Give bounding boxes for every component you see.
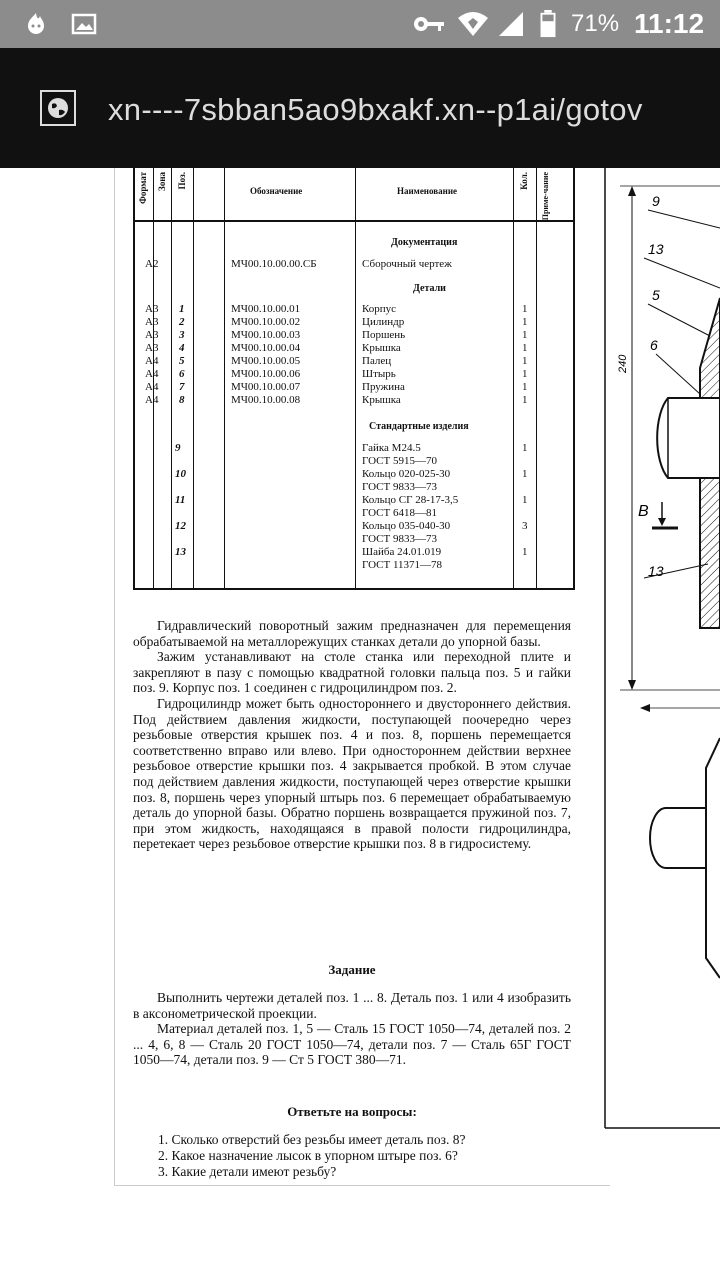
- detail-qty: 1: [522, 342, 528, 354]
- status-bar: [0, 0, 720, 48]
- detail-designation: МЧ00.10.00.01: [231, 303, 301, 315]
- standard-gost: ГОСТ 11371—78: [362, 559, 443, 571]
- detail-pos: 7: [179, 381, 185, 393]
- standard-gost: ГОСТ 5915—70: [362, 455, 437, 467]
- standard-pos: 9: [175, 442, 181, 454]
- label-6: 6: [650, 337, 658, 353]
- task-text: [133, 990, 571, 1068]
- detail-format: А4: [145, 381, 159, 393]
- notification-app-icon: [22, 10, 50, 38]
- question-1: 1. Сколько отверстий без резьбы имеет деталь поз. 8?: [158, 1132, 466, 1147]
- detail-name: Крышка: [362, 394, 401, 406]
- view-label-b: В: [638, 503, 649, 520]
- standard-name: Шайба 24.01.019: [362, 546, 442, 558]
- detail-format: А4: [145, 394, 159, 406]
- detail-qty: 1: [522, 303, 528, 315]
- detail-designation: МЧ00.10.00.05: [231, 355, 301, 367]
- section-standard: Стандартные изделия: [369, 421, 469, 432]
- section-details: Детали: [413, 283, 446, 294]
- doc-format: А2: [145, 258, 159, 270]
- standard-qty: 1: [522, 442, 528, 454]
- url-text[interactable]: xn----7sbban5ao9bxakf.xn--p1ai/gotov: [108, 92, 643, 127]
- detail-format: А3: [145, 303, 159, 315]
- header-zone: Зона: [157, 172, 167, 191]
- section-documentation: Документация: [391, 237, 458, 248]
- assembly-drawing-fragment: [600, 168, 720, 1185]
- detail-designation: МЧ00.10.00.08: [231, 394, 301, 406]
- detail-name: Палец: [362, 355, 392, 367]
- detail-format: А3: [145, 316, 159, 328]
- detail-name: Цилиндр: [362, 316, 405, 328]
- gallery-icon: [70, 10, 98, 38]
- question-3: 3. Какие детали имеют резьбу?: [158, 1164, 337, 1179]
- standard-pos: 10: [175, 468, 186, 480]
- clock: 11:12: [634, 8, 705, 39]
- paragraph-1: Гидравлический поворотный зажим предназначен для перемещения обрабатываемой на металлорежущих станках детали до упорной базы.: [133, 618, 571, 649]
- questions-title: Ответьте на вопросы:: [287, 1104, 417, 1119]
- question-2: 2. Какое назначение лысок в упорном штыре поз. 6?: [158, 1148, 458, 1163]
- header-designation: Обозначение: [250, 186, 303, 196]
- standard-pos: 12: [175, 520, 186, 532]
- detail-designation: МЧ00.10.00.03: [231, 329, 301, 341]
- questions-list: [158, 1132, 578, 1180]
- standard-qty: 1: [522, 468, 528, 480]
- detail-format: А3: [145, 342, 159, 354]
- description-text: [133, 618, 571, 852]
- header-qty: Кол.: [519, 172, 529, 190]
- standard-pos: 11: [175, 494, 186, 506]
- detail-pos: 5: [179, 355, 185, 367]
- header-format: Формат: [138, 172, 148, 204]
- detail-pos: 4: [179, 342, 185, 354]
- task-paragraph-1: Выполнить чертежи деталей поз. 1 ... 8. Деталь поз. 1 или 4 изобразить в аксонометрической проекции.: [133, 990, 571, 1021]
- standard-name: Кольцо 020-025-30: [362, 468, 451, 480]
- browser-url-bar[interactable]: [0, 48, 720, 168]
- standard-gost: ГОСТ 9833—73: [362, 533, 437, 545]
- detail-qty: 1: [522, 316, 528, 328]
- standard-gost: ГОСТ 6418—81: [362, 507, 437, 519]
- detail-name: Крышка: [362, 342, 401, 354]
- label-9: 9: [652, 193, 660, 209]
- detail-name: Корпус: [362, 303, 397, 315]
- standard-name: Гайка М24.5: [362, 442, 421, 454]
- detail-qty: 1: [522, 394, 528, 406]
- detail-name: Штырь: [362, 368, 396, 380]
- header-name: Наименование: [397, 186, 457, 196]
- detail-pos: 3: [179, 329, 185, 341]
- detail-format: А4: [145, 355, 159, 367]
- signal-icon: [497, 10, 525, 38]
- site-globe-icon[interactable]: [40, 90, 76, 126]
- standard-pos: 13: [175, 546, 186, 558]
- task-paragraph-2: Материал деталей поз. 1, 5 — Сталь 15 ГОСТ 1050—74, деталей поз. 2 ... 4, 6, 8 — Сталь 20 ГОСТ 1050—74, детали поз. 7 — Сталь 65Г ГОСТ 1050—74, детали поз. 9 — Ст 5 ГОСТ 380—71.: [133, 1021, 571, 1068]
- detail-designation: МЧ00.10.00.02: [231, 316, 301, 328]
- header-note: Приме-чание: [541, 172, 550, 221]
- doc-name: Сборочный чертеж: [362, 258, 452, 270]
- header-pos: Поз.: [177, 172, 187, 190]
- detail-qty: 1: [522, 355, 528, 367]
- detail-qty: 1: [522, 381, 528, 393]
- battery-icon: [538, 10, 558, 38]
- specification-table: [133, 168, 575, 590]
- detail-name: Поршень: [362, 329, 406, 341]
- dim-240: 240: [617, 354, 629, 373]
- doc-designation: МЧ00.10.00.00.СБ: [231, 258, 317, 270]
- detail-name: Пружина: [362, 381, 405, 393]
- detail-designation: МЧ00.10.00.04: [231, 342, 301, 354]
- standard-qty: 1: [522, 546, 528, 558]
- key-icon: [412, 10, 446, 38]
- label-5: 5: [652, 287, 660, 303]
- detail-qty: 1: [522, 368, 528, 380]
- standard-name: Кольцо 035-040-30: [362, 520, 451, 532]
- wifi-icon: [456, 10, 490, 38]
- task-title: Задание: [328, 962, 376, 977]
- standard-qty: 3: [522, 520, 528, 532]
- detail-qty: 1: [522, 329, 528, 341]
- detail-designation: МЧ00.10.00.07: [231, 381, 301, 393]
- detail-designation: МЧ00.10.00.06: [231, 368, 301, 380]
- detail-pos: 2: [179, 316, 185, 328]
- detail-pos: 1: [179, 303, 185, 315]
- label-13-top: 13: [648, 241, 664, 257]
- paragraph-3: Гидроцилиндр может быть одностороннего и двустороннего действия. Под действием давления жидкости, поступающей поочередно через резьбовые отверстия крышек поз. 4 и поз. 8, поршень перемещается соответственно вправо или влево. При одностороннем действии верхнее резьбовое отверстие крышки поз. 4 закрывается пробкой. В этом случае под действием давления жидкости, поступающей через отверстие крышки поз. 8, поршень через упорный штырь поз. 6 перемещает обрабатываемую деталь до упорной базы. Обратно поршень возвращается пружиной поз. 7, при этом жидкость, находящаяся в правой полости гидроцилиндра, перетекает через резьбовое отверстие крышки поз. 8 в гидросистему.: [133, 695, 571, 852]
- detail-format: А3: [145, 329, 159, 341]
- paragraph-2: Зажим устанавливают на столе станка или переходной плите и закрепляют в пазу с помощью квадратной головки пальца поз. 5 и гайки поз. 9. Корпус поз. 1 соединен с гидроцилиндром поз. 2.: [133, 649, 571, 696]
- detail-pos: 6: [179, 368, 185, 380]
- battery-percent: 71%: [571, 10, 620, 37]
- web-page: [0, 168, 720, 1280]
- detail-format: А4: [145, 368, 159, 380]
- detail-pos: 8: [179, 394, 185, 406]
- standard-gost: ГОСТ 9833—73: [362, 481, 437, 493]
- standard-qty: 1: [522, 494, 528, 506]
- label-13-bottom: 13: [648, 563, 664, 579]
- standard-name: Кольцо СГ 28-17-3,5: [362, 494, 459, 506]
